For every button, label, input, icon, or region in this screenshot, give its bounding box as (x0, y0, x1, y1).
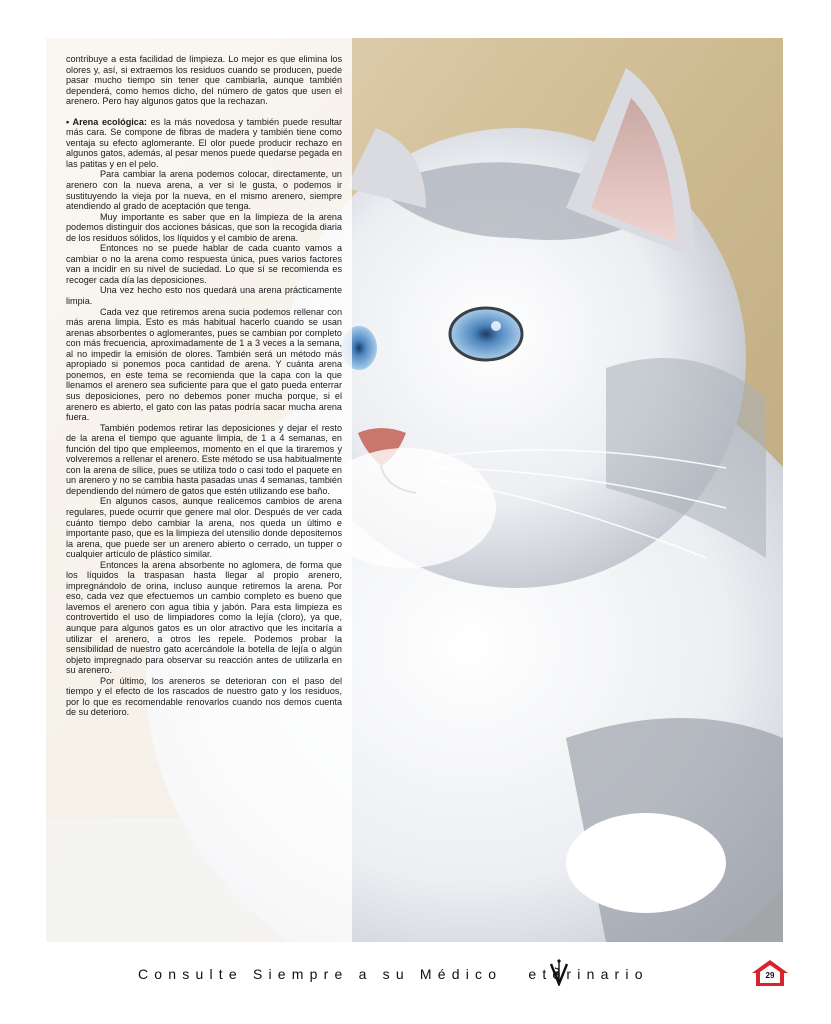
tagline-part-b: eterinario (528, 966, 649, 982)
tagline-part-a: Consulte Siempre a su Médico (138, 966, 513, 982)
paragraph: Entonces la arena absorbente no aglomera, de forma que los líquidos la traspasan hasta llegar al propio arenero, impregnándolo de orina, incluso aunque retiremos la arena. Por eso, cada vez que efectuemos un cambio completo es bueno que lavemos el arenero con agua tibia y jabón. Para esta limpieza es controvertido el uso de limpiadores como la lejía (cloro), ya que, aunque para algunos gatos es un olor atractivo que les incitaría a utilizar el arenero, a otros les repele. Podemos probar la sensibilidad de nuestro gato acercándole la botella de lejía o algún objeto impregnado para observar su reacción antes de utilizarla en su arenero. (66, 559, 342, 676)
paragraph: Cada vez que retiremos arena sucia podemos rellenar con más arena limpia. Esto es más habitual hacerlo cuando se usan arenas absorbentes o aglomerantes, pues se cambian por completo con más frecuencia, aproximadamente de 1 a 3 veces a la semana, al no impedir la emisión de olores. También será un método más apropiado si ponemos poca cantidad de arena. Y cuánta arena ponemos, en este tema se recomienda que la capa con la que llenamos el arenero sea suficiente para que el gato pueda enterrar sus deposiciones, pero no debemos poner mucha porque, si el arenero es abierto, el gato con las patas podría sacar mucha arena fuera. (66, 306, 342, 423)
vet-caduceus-icon (548, 958, 570, 986)
paragraph: En algunos casos, aunque realicemos cambios de arena regulares, puede ocurrir que genere mal olor. Después de ver cada cuánto tiempo debo cambiar la arena, nos queda un último e importante paso, que es la limpieza del utensilio donde depositemos la arena, que puede ser un arenero abierto o cerrado, un tupper o cualquier artículo de plástico similar. (66, 496, 342, 560)
article-body (66, 54, 342, 718)
paragraph-lead: • Arena ecológica: (66, 116, 147, 127)
page-number: 29 (765, 971, 775, 980)
paragraph: Muy importante es saber que en la limpieza de la arena podemos distinguir dos acciones básicas, que son la recogida diaria de los residuos sólidos, los líquidos y el cambio de arena. (66, 211, 342, 243)
paragraph: contribuye a esta facilidad de limpieza. Lo mejor es que elimina los olores y, así, si extraemos los residuos cuando se producen, puede pasar mucho tiempo sin tener que cambiarla, aunque también dependerá, como hemos dicho, del número de gatos que usen el arenero. Pero hay algunos gatos que la rechazan. (66, 54, 342, 107)
page-footer (0, 958, 831, 992)
page-number-badge (750, 958, 790, 988)
footer-tagline (138, 966, 698, 986)
paragraph: Para cambiar la arena podemos colocar, directamente, un arenero con la nueva arena, a ver si le gusta, o podemos ir sustituyendo la vieja por la nueva, en el mismo arenero, siempre atendiendo al grado de aceptación que tenga. (66, 169, 342, 212)
paragraph-rest: es la más novedosa y también puede resultar más cara. Se compone de fibras de madera y también tiene como ventaja su efecto aglomerante. El olor puede producir rechazo en algunos gatos, además, al pesar menos puede quedarse pegada en las patitas y en el pelo. (66, 116, 342, 169)
paragraph: También podemos retirar las deposiciones y dejar el resto de la arena el tiempo que aguante limpia, de 1 a 4 semanas, en función del tipo que empleemos, momento en el que la tiraremos y volveremos a rellenar el arenero. Este método se usa habitualmente con la arena de sílice, pues se utiliza todo o casi todo el paquete en un arenero y no se cambia hasta pasadas unas 4 semanas, también dependiendo del número de gatos que estén utilizando ese baño. (66, 422, 343, 496)
paragraph: Por último, los areneros se deterioran con el paso del tiempo y el efecto de los rascados de nuestro gato y los residuos, por lo que es recomendable renovarlos cuando nos demos cuenta de su deterioro. (66, 675, 342, 718)
paragraph-arena-ecologica (66, 117, 342, 170)
paragraph: Entonces no se puede hablar de cada cuanto vamos a cambiar o no la arena como respuesta única, pues varios factores van a incidir en su nivel de suciedad. Lo que sí se recomienda es recoger cada día las deposiciones. (66, 243, 342, 285)
paragraph: Una vez hecho esto nos quedará una arena prácticamente limpia. (66, 285, 342, 307)
